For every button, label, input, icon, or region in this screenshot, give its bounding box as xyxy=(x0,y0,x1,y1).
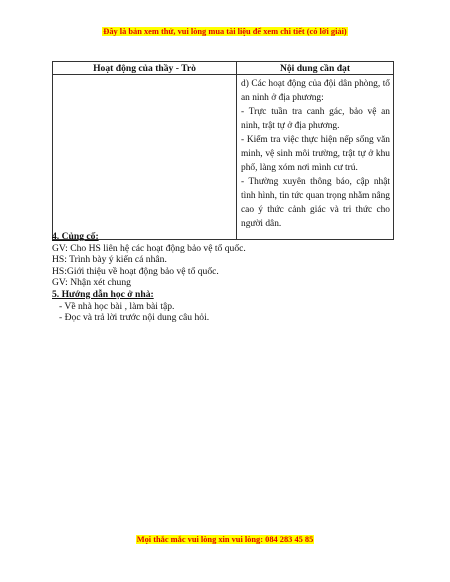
section-4-line: GV: Cho HS liên hệ các hoạt động bảo vệ tổ quốc. xyxy=(52,242,246,254)
lesson-table xyxy=(52,61,394,240)
section-5-heading: 5. Hướng dẫn học ở nhà: xyxy=(52,288,154,300)
top-banner-text: Đây là bản xem thử, vui lòng mua tài liệu để xem chi tiết (có lời giải) xyxy=(103,27,347,36)
lesson-followup xyxy=(52,231,397,324)
section-4-line: HS: Trình bày ý kiến cá nhân. xyxy=(52,254,167,266)
section-5-line: - Đọc và trả lời trước nội dung câu hỏi. xyxy=(59,312,210,324)
section-4-line: GV: Nhận xét chung xyxy=(52,277,131,289)
activity-cell xyxy=(53,75,237,240)
bottom-banner-text: Mọi thắc mắc vui lòng xin vui lòng: 084 283 45 85 xyxy=(136,535,314,544)
section-5-line: - Về nhà học bài , làm bài tập. xyxy=(59,300,175,312)
table-header-row xyxy=(53,62,394,75)
header-required-content: Nội dung cần đạt xyxy=(237,62,394,75)
section-4-heading: 4. Củng cố: xyxy=(52,231,99,242)
top-preview-banner xyxy=(0,27,450,36)
content-line: d) Các hoạt động của đội dân phòng, tổ an ninh ở địa phương: xyxy=(241,79,390,103)
content-line: - Kiểm tra việc thực hiện nếp sống văn minh, vệ sinh môi trường, trật tự ở khu phố, làng xóm nơi mình cư trú. xyxy=(241,135,390,173)
header-teacher-student-activity: Hoạt động của thầy - Trò xyxy=(53,62,237,75)
bottom-contact-banner xyxy=(0,535,450,544)
content-line: - Thường xuyên thông báo, cập nhật tình hình, tin tức quan trọng nhằm nâng cao ý thức cảnh giác và tri thức cho người dân. xyxy=(241,177,390,229)
content-line: - Trực tuần tra canh gác, bảo vệ an ninh, trật tự ở địa phương. xyxy=(241,107,390,131)
section-4-line: HS:Giới thiệu về hoạt động bảo vệ tổ quốc. xyxy=(52,265,219,277)
content-cell xyxy=(237,75,394,240)
table-row xyxy=(53,75,394,240)
